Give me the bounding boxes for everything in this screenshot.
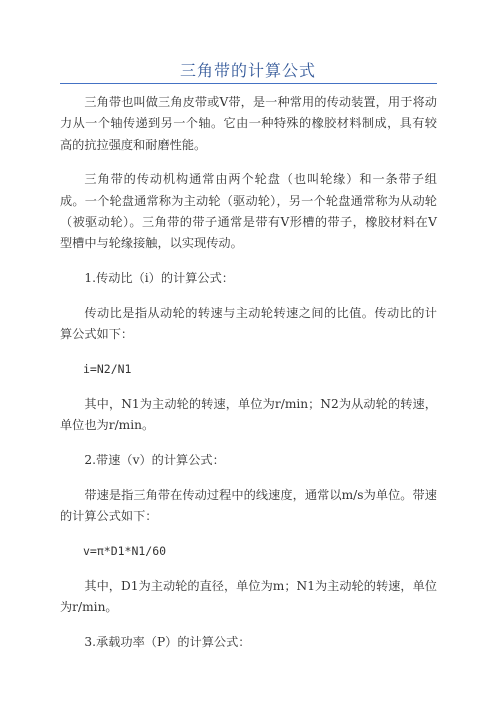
paragraph-belt-speed-desc: 带速是指三角带在传动过程中的线速度，通常以m/s为单位。带速的计算公式如下：: [60, 487, 437, 523]
paragraph-intro-definition: 三角带也叫做三角皮带或V带，是一种常用的传动装置，用于将动力从一个轴传递到另一个轴。它由一种特殊的橡胶材料制成，具有较高的抗拉强度和耐磨性能。: [60, 95, 437, 152]
title-underline: [60, 83, 437, 84]
document-body: [60, 92, 437, 666]
section-heading-load-power: 3.承载功率（P）的计算公式：: [84, 634, 251, 649]
formula-belt-speed: v=π*D1*N1/60: [83, 543, 167, 558]
formula-transmission-ratio: i=N2/N1: [83, 361, 132, 376]
paragraph-transmission-ratio-desc: 传动比是指从动轮的转速与主动轮转速之间的比值。传动比的计算公式如下：: [60, 305, 437, 342]
section-heading-transmission-ratio: 1.传动比（i）的计算公式：: [84, 271, 234, 286]
document-title: 三角带的计算公式: [179, 61, 316, 80]
paragraph-belt-speed-note: 其中，D1为主动轮的直径，单位为m；N1为主动轮的转速，单位为r/min。: [60, 578, 437, 614]
section-heading-belt-speed: 2.带速（v）的计算公式：: [84, 452, 225, 467]
paragraph-transmission-ratio-note: 其中，N1为主动轮的转速，单位为r/min；N2为从动轮的转速，单位也为r/min。: [60, 396, 437, 433]
paragraph-intro-mechanism: 三角带的传动机构通常由两个轮盘（也叫轮缘）和一条带子组成。一个轮盘通常称为主动轮（驱动轮），另一个轮盘通常称为从动轮（被驱动轮）。三角带的带子通常是带有V形槽的带子，橡胶材料在V型槽中与轮缘接触，以实现传动。: [60, 172, 437, 251]
